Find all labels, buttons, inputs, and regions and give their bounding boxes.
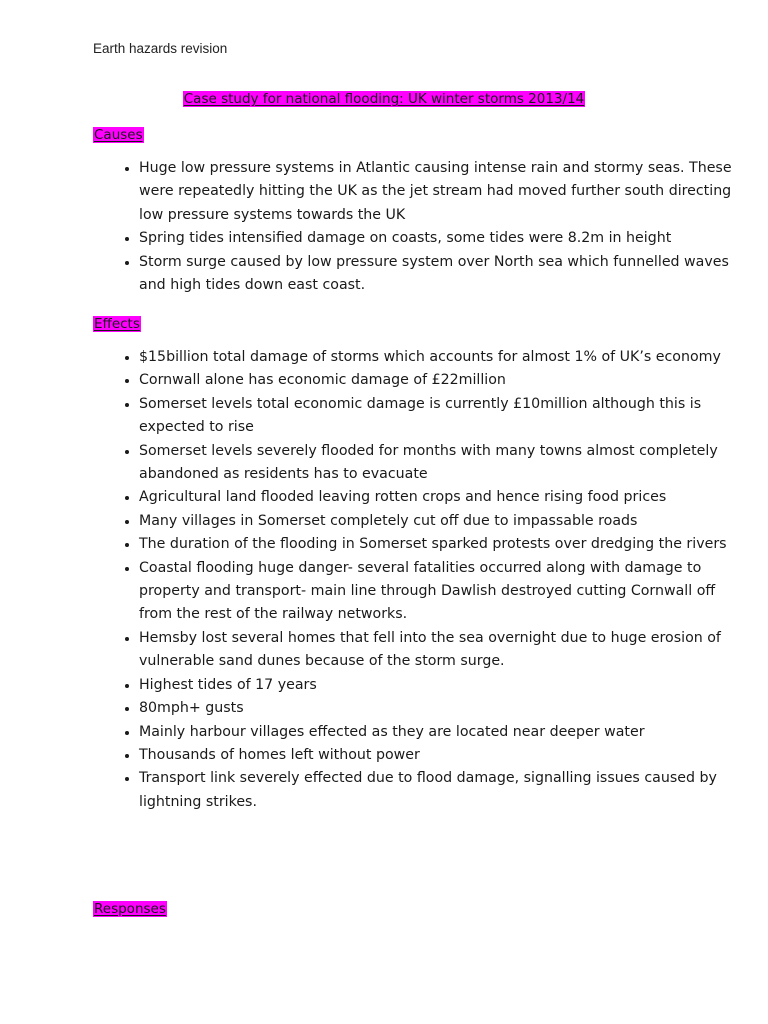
section-heading-text: Causes [94, 127, 143, 143]
list-item: • Agricultural land flooded leaving rotten crops and hence rising food prices [139, 486, 739, 509]
list-item: • Spring tides intensified damage on coasts, some tides were 8.2m in height [139, 227, 739, 250]
list-item: • Somerset levels severely flooded for months with many towns almost completely abandoned as residents has to evacuate [139, 440, 739, 487]
effects-list [93, 346, 739, 814]
list-item: • Storm surge caused by low pressure system over North sea which funnelled waves and high tides down east coast. [139, 251, 739, 298]
list-item: • Many villages in Somerset completely cut off due to impassable roads [139, 510, 739, 533]
list-item: • Mainly harbour villages effected as they are located near deeper water [139, 721, 739, 744]
list-item: • 80mph+ gusts [139, 697, 739, 720]
list-item: • Cornwall alone has economic damage of £22million [139, 369, 739, 392]
list-item: • Huge low pressure systems in Atlantic causing intense rain and stormy seas. These were repeatedly hitting the UK as the jet stream had moved further south directing low pressure systems towards the UK [139, 157, 739, 227]
causes-list [93, 157, 739, 297]
page-header: Earth hazards revision [93, 41, 228, 56]
list-item: • The duration of the flooding in Somerset sparked protests over dredging the rivers [139, 533, 739, 556]
list-item: • Hemsby lost several homes that fell into the sea overnight due to huge erosion of vulnerable sand dunes because of the storm surge. [139, 627, 739, 674]
list-item: • Somerset levels total economic damage is currently £10million although this is expected to rise [139, 393, 739, 440]
list-item: • Transport link severely effected due to flood damage, signalling issues caused by lightning strikes. [139, 767, 739, 814]
section-heading-text: Effects [94, 316, 140, 332]
page-title: Case study for national flooding: UK winter storms 2013/14 [183, 91, 585, 107]
section-heading-responses [93, 898, 167, 917]
section-heading-causes [93, 124, 144, 143]
section-heading-effects [93, 313, 141, 332]
section-heading-text: Responses [94, 901, 166, 917]
list-item: • Coastal flooding huge danger- several fatalities occurred along with damage to property and transport- main line through Dawlish destroyed cutting Cornwall off from the rest of the railway networks. [139, 557, 739, 627]
title-container [0, 88, 768, 107]
list-item: • Thousands of homes left without power [139, 744, 739, 767]
list-item: • $15billion total damage of storms which accounts for almost 1% of UK’s economy [139, 346, 739, 369]
list-item: • Highest tides of 17 years [139, 674, 739, 697]
